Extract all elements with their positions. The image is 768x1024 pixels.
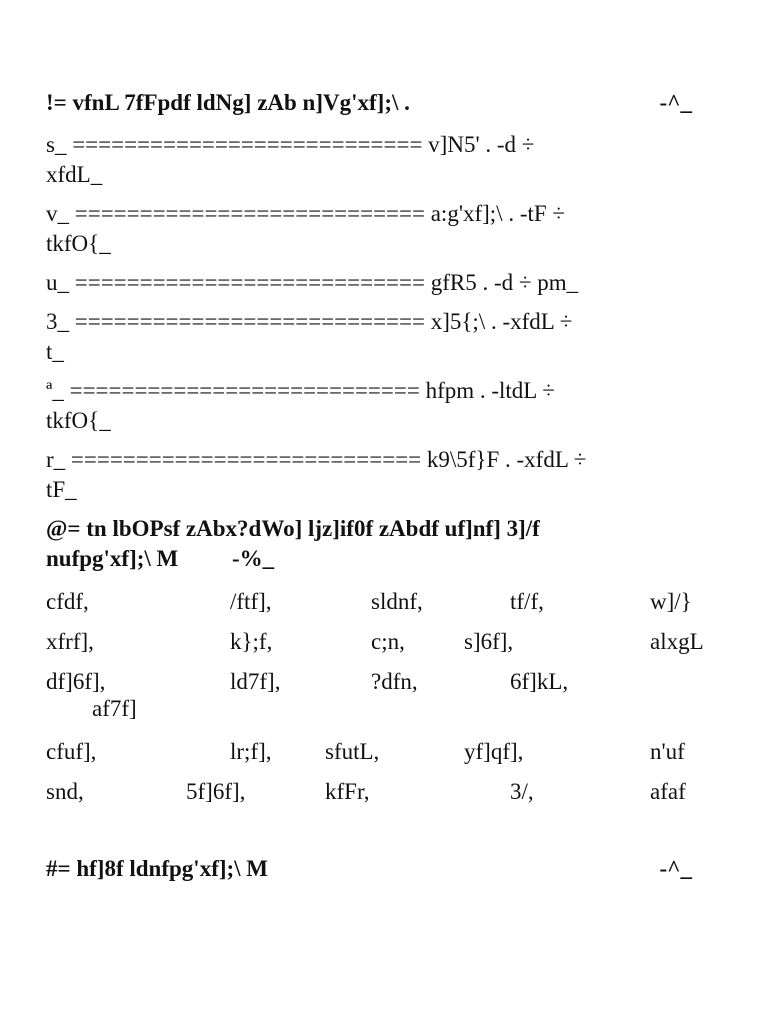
word: 6f]kL, (510, 669, 569, 694)
word: 5f]6f], (186, 779, 246, 804)
q1-item (46, 445, 706, 505)
q2-marks: -%_ (232, 546, 275, 571)
q1-item-line: s_ =========================== v]N5' . -d ÷ (46, 132, 535, 157)
q1-item (46, 199, 706, 259)
q1-title: != vfnL 7fFpdf ldNg] zAb n]Vg'xf];\ . (46, 90, 410, 115)
word-row (46, 662, 706, 732)
q1-item-line: v_ =========================== a:g'xf];\ . -tF ÷ (46, 201, 566, 226)
word: sldnf, (371, 589, 423, 614)
word: sfutL, (325, 739, 380, 764)
q1-marks: -^_ (659, 90, 692, 115)
worksheet-page (46, 88, 706, 884)
q1-item-line: 3_ =========================== x]5{;\ . -xfdL ÷ (46, 309, 573, 334)
q3-heading (46, 854, 706, 884)
word: yf]qf], (464, 739, 524, 764)
word: df]6f], (46, 669, 106, 694)
word: cfdf, (46, 589, 89, 614)
q3-title: #= hf]8f ldnfpg'xf];\ M (46, 856, 269, 881)
q1-heading (46, 88, 706, 118)
word: cfuf], (46, 739, 97, 764)
word: alxgL (650, 629, 704, 654)
word: snd, (46, 779, 84, 804)
word: af7f] (92, 696, 137, 721)
q2-title-cont: nufpg'xf];\ M (46, 546, 179, 571)
q2-title: @= tn lbOPsf zAbx?dWo] ljz]if0f zAbdf uf]nf] 3]/f (46, 516, 540, 541)
q3-marks: -^_ (659, 856, 692, 881)
q1-item-wrap: tkfO{_ (46, 408, 111, 433)
q2-title-line2 (46, 544, 706, 574)
q1-item-wrap: tkfO{_ (46, 231, 111, 256)
q1-item-wrap: xfdL_ (46, 162, 103, 187)
word: 3/, (510, 779, 534, 804)
word: kfFr, (325, 779, 370, 804)
word: w]/} (650, 589, 692, 614)
word: lr;f], (230, 739, 272, 764)
word: afaf (650, 779, 686, 804)
word-row (46, 582, 706, 622)
q1-item-line: u_ =========================== gfR5 . -d ÷ pm_ (46, 270, 579, 295)
word: n'uf (650, 739, 685, 764)
word: s]6f], (464, 629, 514, 654)
word-row (46, 622, 706, 662)
q1-item (46, 376, 706, 436)
q1-item-wrap: t_ (46, 339, 64, 364)
q2-heading (46, 514, 706, 574)
word: ld7f], (230, 669, 281, 694)
word: ?dfn, (371, 669, 418, 694)
word: tf/f, (510, 589, 544, 614)
word: k};f, (230, 629, 273, 654)
word: xfrf], (46, 629, 94, 654)
q1-item-line: ª_ =========================== hfpm . -ltdL ÷ (46, 378, 555, 403)
q1-item (46, 268, 706, 298)
q1-item-wrap: tF_ (46, 477, 77, 502)
word-row (46, 772, 706, 812)
q1-item (46, 307, 706, 367)
q1-item (46, 130, 706, 190)
word: /ftf], (230, 589, 272, 614)
word-grid (46, 582, 706, 812)
q1-item-line: r_ =========================== k9\5f}F . -xfdL ÷ (46, 447, 587, 472)
word-row (46, 732, 706, 772)
word: c;n, (371, 629, 405, 654)
